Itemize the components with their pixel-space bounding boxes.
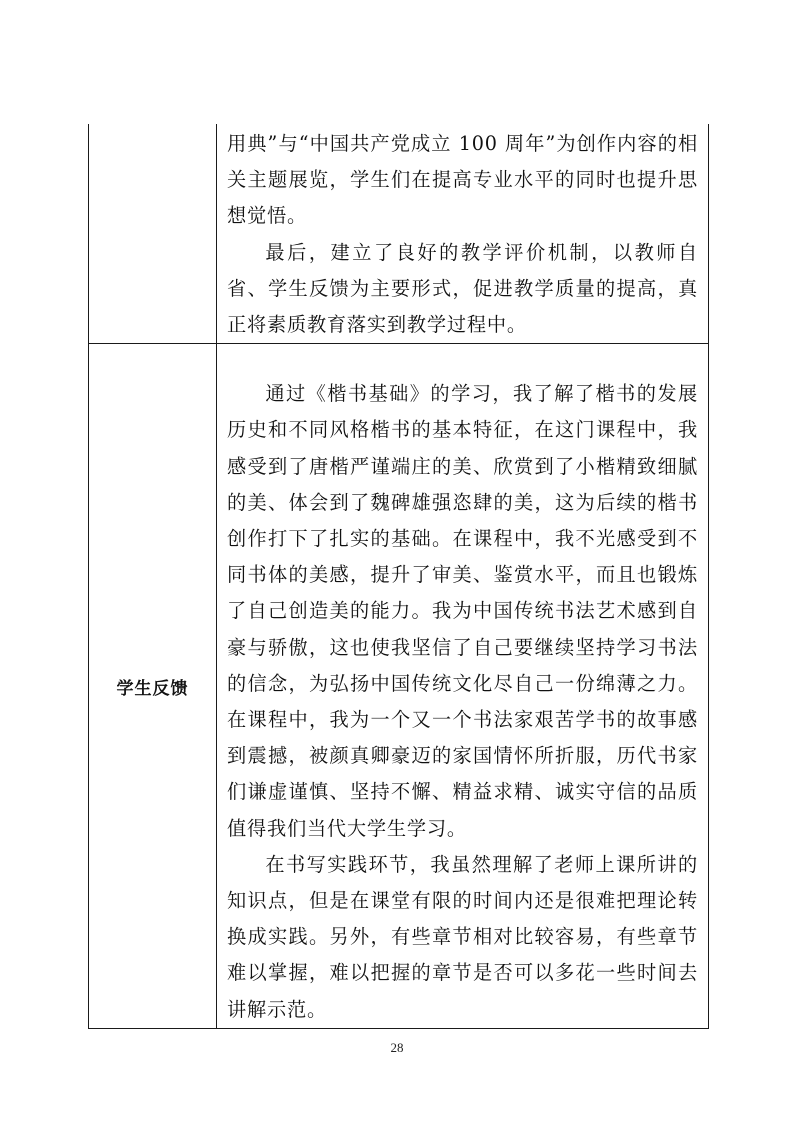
student-feedback-label: 学生反馈	[116, 678, 189, 699]
evaluation-table	[88, 124, 709, 1029]
paragraph-evaluation-mechanism: 最后，建立了良好的教学评价机制，以教师自省、学生反馈为主要形式，促进教学质量的提高，真正将素质教育落实到教学过程中。	[227, 240, 698, 337]
paragraph-theme-exhibition: 用典”与“中国共产党成立 100 周年”为创作内容的相关主题展览，学生们在提高专业水平的同时也提升思想觉悟。	[227, 132, 698, 228]
content-cell-teaching-summary	[217, 124, 709, 344]
page-number: 28	[390, 1040, 404, 1055]
label-cell-student-feedback	[89, 344, 217, 1029]
paragraph-feedback-practice: 在书写实践环节，我虽然理解了老师上课所讲的知识点，但是在课堂有限的时间内还是很难把理论转换成实践。另外，有些章节相对比较容易，有些章节难以掌握，难以把握的章节是否可以多花一些时间去讲解示范。	[227, 852, 698, 1021]
table-row-student-feedback	[89, 344, 709, 1029]
content-cell-student-feedback	[217, 344, 709, 1029]
table-row-teaching-summary	[89, 124, 709, 344]
paragraph-feedback-learning: 通过《楷书基础》的学习，我了解了楷书的发展历史和不同风格楷书的基本特征，在这门课程中，我感受到了唐楷严谨端庄的美、欣赏到了小楷精致细腻的美、体会到了魏碑雄强恣肆的美，这为后续的楷书创作打下了扎实的基础。在课程中，我不光感受到不同书体的美感，提升了审美、鉴赏水平，而且也锻炼了自己创造美的能力。我为中国传统书法艺术感到自豪与骄傲，这也使我坚信了自己要继续坚持学习书法的信念，为弘扬中国传统文化尽自己一份绵薄之力。在课程中，我为一个又一个书法家艰苦学书的故事感到震撼，被颜真卿豪迈的家国情怀所折服，历代书家们谦虚谨慎、坚持不懈、精益求精、诚实守信的品质值得我们当代大学生学习。	[227, 382, 698, 840]
label-cell-empty	[89, 124, 217, 344]
